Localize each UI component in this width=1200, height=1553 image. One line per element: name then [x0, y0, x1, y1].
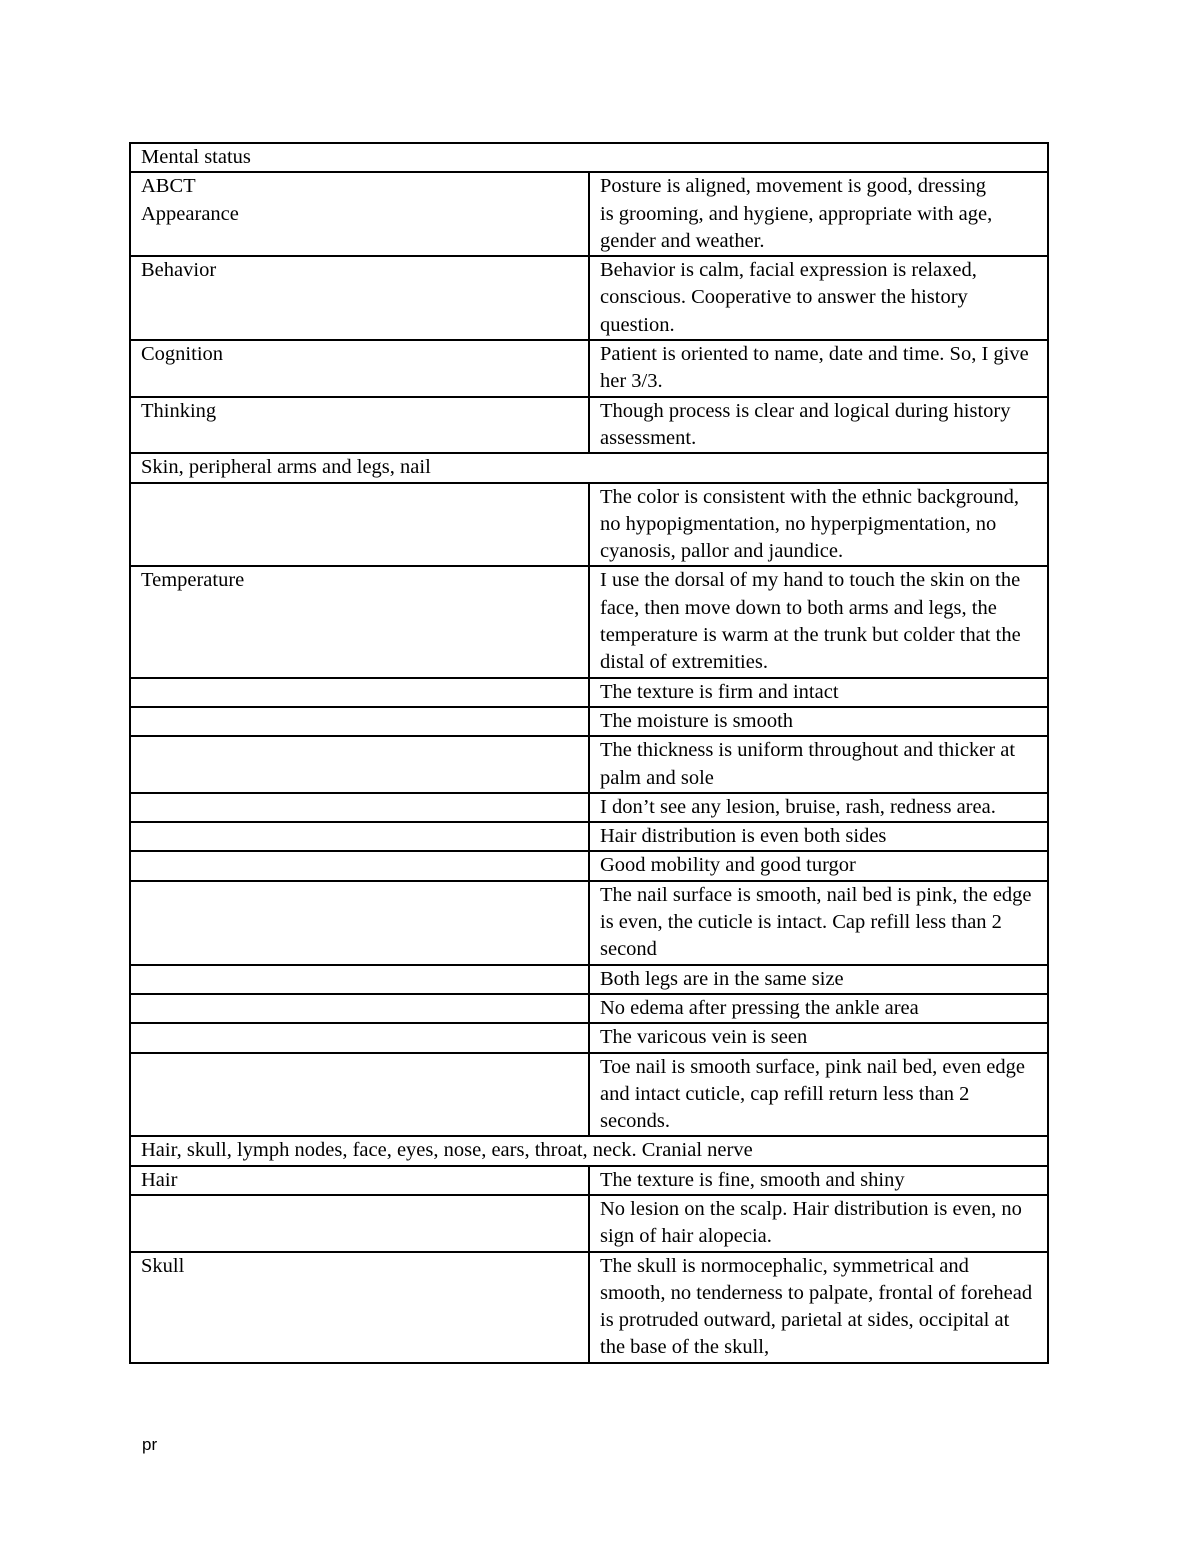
row-finding: The skull is normocephalic, symmetrical and smooth, no tenderness to palpate, frontal of forehead is protruded outward, parietal at sides, occipital at the base of the skull,	[589, 1252, 1048, 1363]
row-label	[130, 1053, 589, 1137]
table-row	[130, 1252, 1048, 1363]
table-row	[130, 172, 1048, 256]
table-row	[130, 793, 1048, 822]
row-finding: Behavior is calm, facial expression is relaxed, conscious. Cooperative to answer the history question.	[589, 256, 1048, 340]
row-label: Cognition	[130, 340, 589, 397]
row-finding: I don’t see any lesion, bruise, rash, redness area.	[589, 793, 1048, 822]
section-header-row	[130, 143, 1048, 172]
row-finding: The color is consistent with the ethnic background, no hypopigmentation, no hyperpigmentation, no cyanosis, pallor and jaundice.	[589, 483, 1048, 567]
assessment-table	[129, 142, 1049, 1364]
table-row	[130, 678, 1048, 707]
footer-text: pr	[142, 1435, 158, 1454]
assessment-table-body	[130, 143, 1048, 1363]
row-label: Temperature	[130, 566, 589, 677]
row-finding: Toe nail is smooth surface, pink nail bed, even edge and intact cuticle, cap refill return less than 2 seconds.	[589, 1053, 1048, 1137]
table-row	[130, 881, 1048, 965]
row-label: Skull	[130, 1252, 589, 1363]
table-row	[130, 483, 1048, 567]
row-finding: The texture is firm and intact	[589, 678, 1048, 707]
row-finding: Posture is aligned, movement is good, dressing is grooming, and hygiene, appropriate with age, gender and weather.	[589, 172, 1048, 256]
row-label	[130, 994, 589, 1023]
table-row	[130, 1166, 1048, 1195]
row-label: Behavior	[130, 256, 589, 340]
row-finding: Hair distribution is even both sides	[589, 822, 1048, 851]
table-row	[130, 994, 1048, 1023]
row-finding: The varicous vein is seen	[589, 1023, 1048, 1052]
row-label: Hair	[130, 1166, 589, 1195]
section-header: Skin, peripheral arms and legs, nail	[130, 453, 1048, 482]
row-label	[130, 707, 589, 736]
table-row	[130, 822, 1048, 851]
row-finding: The texture is fine, smooth and shiny	[589, 1166, 1048, 1195]
row-label	[130, 678, 589, 707]
row-label	[130, 793, 589, 822]
table-row	[130, 1053, 1048, 1137]
row-label	[130, 851, 589, 880]
row-finding: Patient is oriented to name, date and time. So, I give her 3/3.	[589, 340, 1048, 397]
row-finding: No edema after pressing the ankle area	[589, 994, 1048, 1023]
row-finding: No lesion on the scalp. Hair distribution is even, no sign of hair alopecia.	[589, 1195, 1048, 1252]
table-row	[130, 340, 1048, 397]
row-finding: I use the dorsal of my hand to touch the skin on the face, then move down to both arms and legs, the temperature is warm at the trunk but colder that the distal of extremities.	[589, 566, 1048, 677]
row-label	[130, 736, 589, 793]
row-label	[130, 881, 589, 965]
row-finding: The nail surface is smooth, nail bed is pink, the edge is even, the cuticle is intact. Cap refill less than 2 second	[589, 881, 1048, 965]
section-header-row	[130, 1136, 1048, 1165]
row-finding: Though process is clear and logical during history assessment.	[589, 397, 1048, 454]
row-finding: Both legs are in the same size	[589, 965, 1048, 994]
table-row	[130, 851, 1048, 880]
row-label	[130, 1023, 589, 1052]
row-label	[130, 1195, 589, 1252]
section-header: Mental status	[130, 143, 1048, 172]
row-finding: The thickness is uniform throughout and thicker at palm and sole	[589, 736, 1048, 793]
row-finding: The moisture is smooth	[589, 707, 1048, 736]
table-row	[130, 566, 1048, 677]
table-row	[130, 965, 1048, 994]
table-row	[130, 397, 1048, 454]
row-label: ABCT Appearance	[130, 172, 589, 256]
section-header: Hair, skull, lymph nodes, face, eyes, nose, ears, throat, neck. Cranial nerve	[130, 1136, 1048, 1165]
section-header-row	[130, 453, 1048, 482]
table-row	[130, 256, 1048, 340]
row-label	[130, 483, 589, 567]
table-row	[130, 1195, 1048, 1252]
row-label	[130, 965, 589, 994]
row-finding: Good mobility and good turgor	[589, 851, 1048, 880]
table-row	[130, 736, 1048, 793]
row-label: Thinking	[130, 397, 589, 454]
table-row	[130, 707, 1048, 736]
table-row	[130, 1023, 1048, 1052]
row-label	[130, 822, 589, 851]
